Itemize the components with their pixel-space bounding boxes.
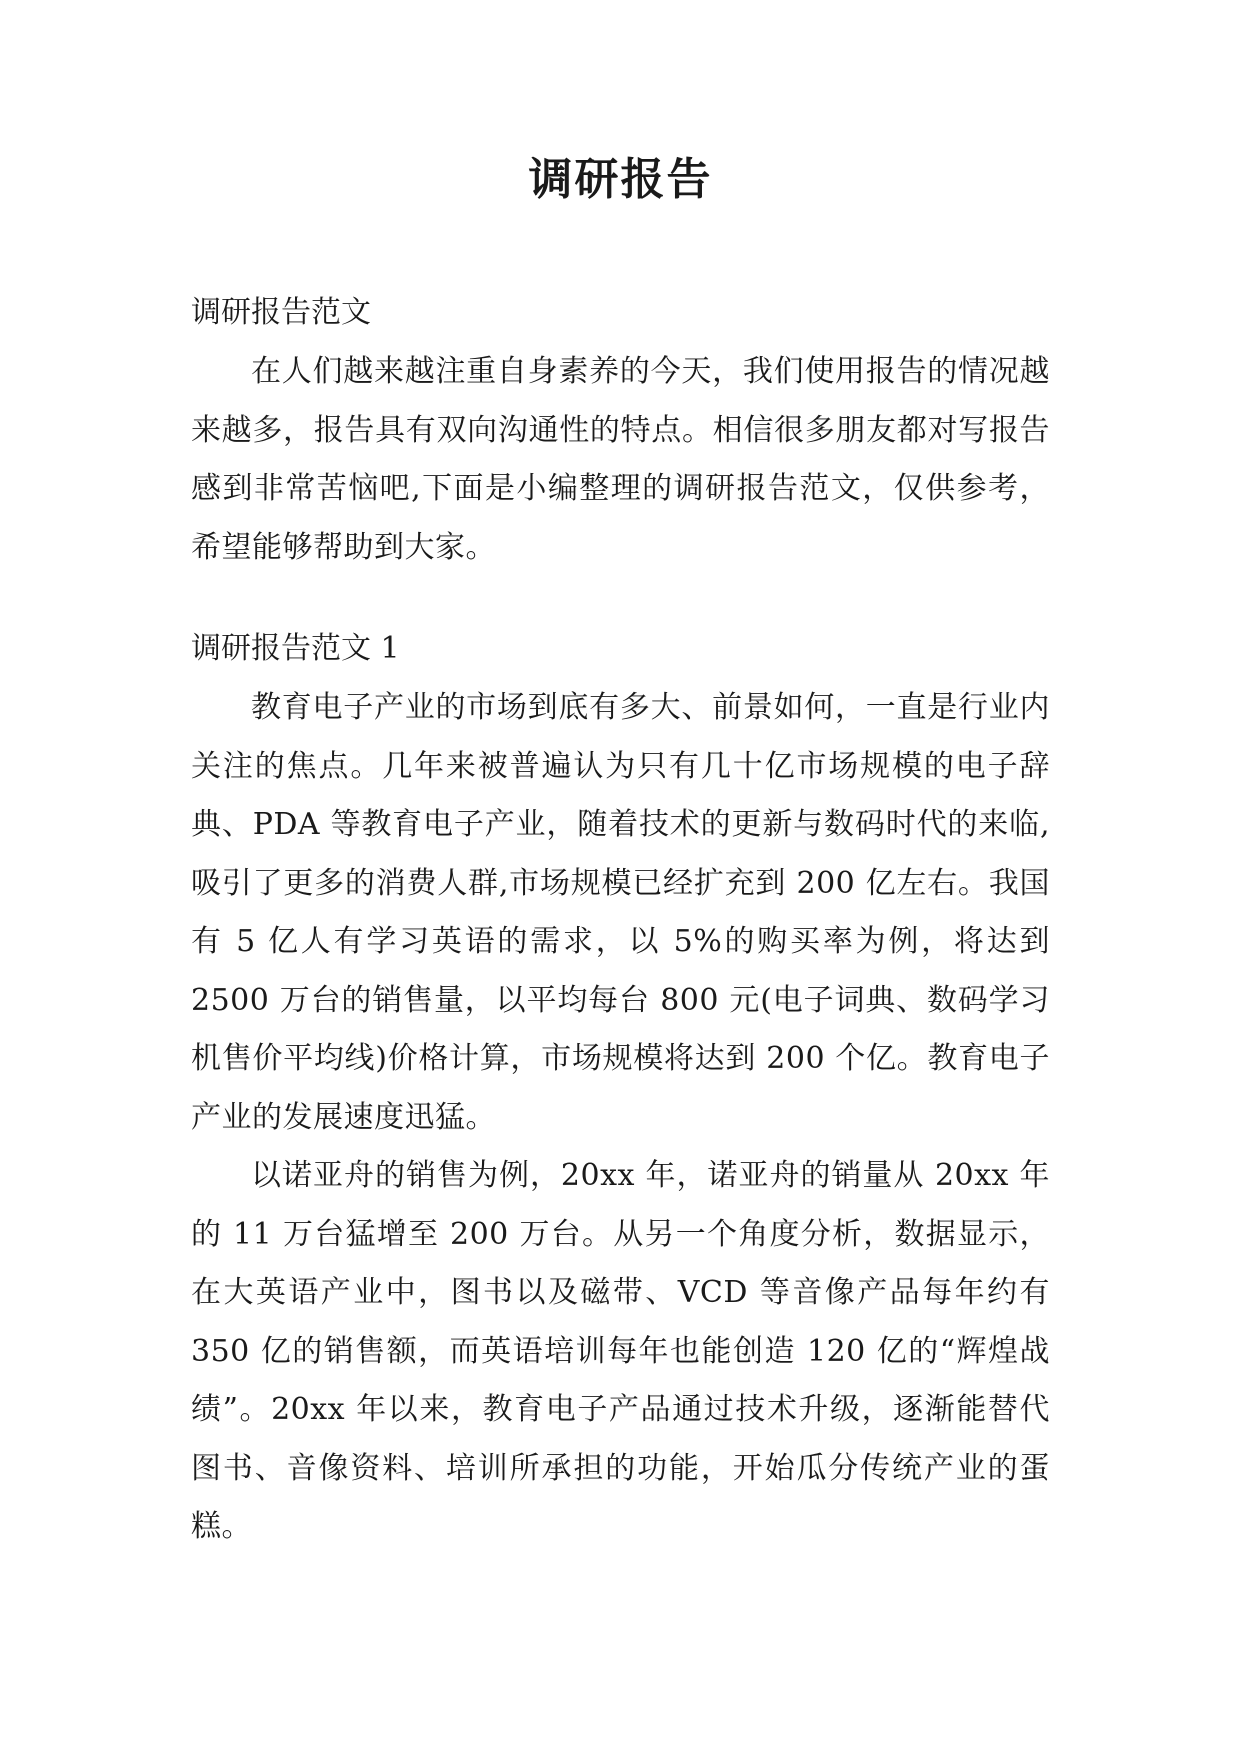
intro-paragraph: 在人们越来越注重自身素养的今天，我们使用报告的情况越来越多，报告具有双向沟通性的特点。相信很多朋友都对写报告感到非常苦恼吧,下面是小编整理的调研报告范文，仅供参考，希望能够帮助到大家。 bbox=[191, 354, 1050, 565]
section1-paragraph-2: 以诺亚舟的销售为例，20xx 年，诺亚舟的销量从 20xx 年的 11 万台猛增至 200 万台。从另一个角度分析，数据显示，在大英语产业中，图书以及磁带、VCD 等音像产品每年约有 350 亿的销售额，而英语培训每年也能创造 120 亿的“辉煌战绩”。20xx 年以来，教育电子产品通过技术升级，逐渐能替代图书、音像资料、培训所承担的功能，开始瓜分传统产业的蛋糕。 bbox=[191, 1158, 1050, 1544]
document-body bbox=[191, 283, 1050, 1557]
document-title: 调研报告 bbox=[528, 154, 713, 205]
section1-heading: 调研报告范文 1 bbox=[191, 631, 400, 666]
section1-paragraph-1: 教育电子产业的市场到底有多大、前景如何，一直是行业内关注的焦点。几年来被普遍认为只有几十亿市场规模的电子辞典、PDA 等教育电子产业，随着技术的更新与数码时代的来临,吸引了更多的消费人群,市场规模已经扩充到 200 亿左右。我国有 5 亿人有学习英语的需求，以 5%的购买率为例，将达到 2500 万台的销售量，以平均每台 800 元(电子词典、数码学习机售价平均线)价格计算，市场规模将达到 200 个亿。教育电子产业的发展速度迅猛。 bbox=[191, 690, 1050, 1135]
intro-heading: 调研报告范文 bbox=[191, 295, 371, 330]
section-spacer bbox=[191, 577, 1050, 619]
